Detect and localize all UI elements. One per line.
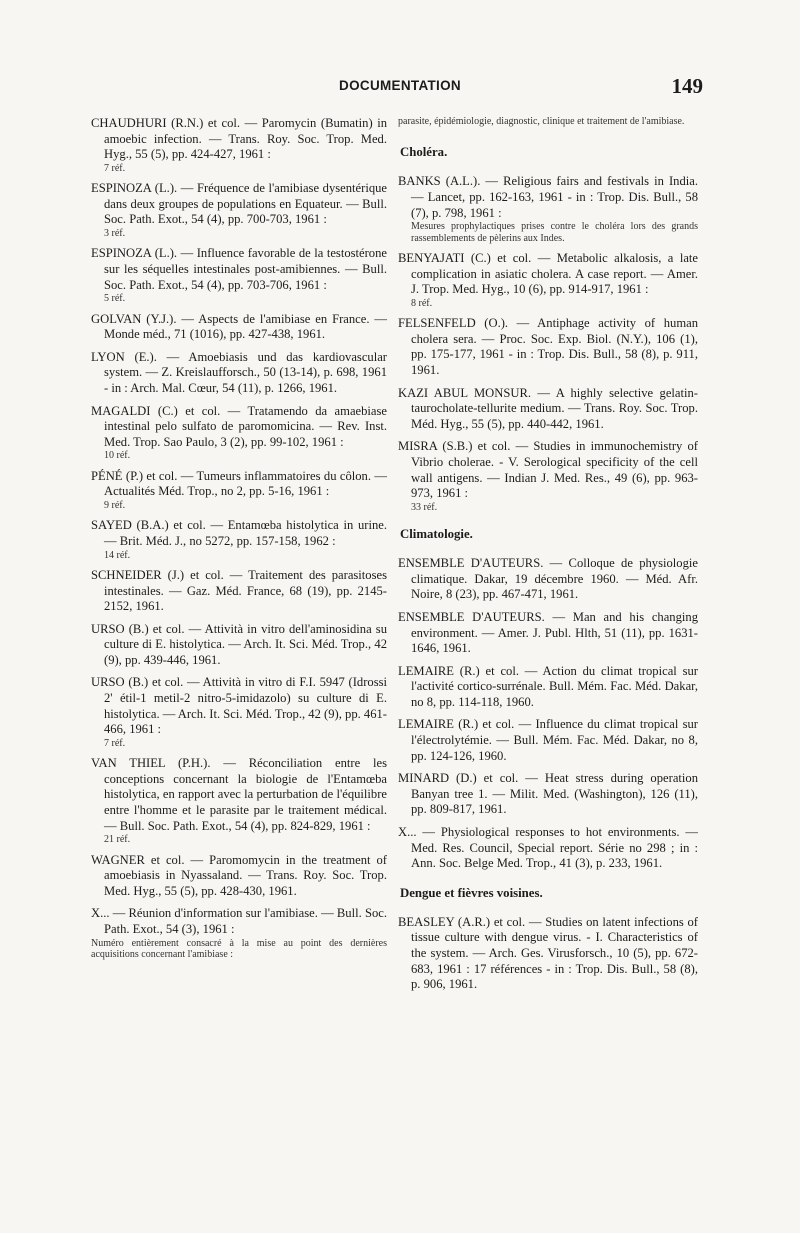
citation: CHAUDHURI (R.N.) et col. — Paromycin (Bumatin) in amoebic infection. — Trans. Roy. Soc. Trop. Med. Hyg., 55 (5), pp. 424-427, 1961 : — [91, 116, 387, 162]
citation: MINARD (D.) et col. — Heat stress during operation Banyan tree 1. — Milit. Med. (Washington), 126 (11), pp. 809-817, 1961. — [398, 771, 698, 817]
reference-entry — [398, 174, 698, 244]
reference-note: 14 réf. — [104, 549, 131, 561]
reference-note: 3 réf. — [104, 227, 126, 239]
reference-entry — [398, 439, 698, 513]
section-heading-cholera: Choléra. — [400, 145, 448, 160]
reference-entry — [398, 915, 698, 993]
citation: BEASLEY (A.R.) et col. — Studies on latent infections of tissue culture with dengue virus. - I. Characteristics of the system. — Arch. Ges. Virusforsch., 10 (5), pp. 672-683, 1961 : 17 références - in : Trop. Dis. Bull., 58 (8), p. 906, 1961. — [398, 914, 698, 992]
reference-entry — [91, 350, 387, 397]
reference-entry — [91, 518, 387, 561]
citation: LEMAIRE (R.) et col. — Action du climat tropical sur l'activité cortico-surrénale. Bull. Mém. Fac. Méd. Dakar, no 8, pp. 114-118, 1960. — [398, 663, 698, 709]
citation: MISRA (S.B.) et col. — Studies in immunochemistry of Vibrio cholerae. - V. Serological specificity of the cell wall antigens. — Indian J. Med. Res., 49 (6), pp. 963-973, 1961 : — [398, 439, 698, 501]
citation: LEMAIRE (R.) et col. — Influence du climat tropical sur l'électrolytémie. — Bull. Mém. Fac. Méd. Dakar, no 8, pp. 124-126, 1960. — [398, 717, 698, 763]
reference-entry — [398, 664, 698, 711]
citation: SCHNEIDER (J.) et col. — Traitement des parasitoses intestinales. — Gaz. Méd. France, 68 (19), pp. 2145-2152, 1961. — [91, 567, 387, 614]
citation: KAZI ABUL MONSUR. — A highly selective gelatin-taurocholate-tellurite medium. — Trans. Roy. Soc. Trop. Méd. Hyg., 55 (5), pp. 440-442, 1961. — [398, 385, 698, 431]
reference-entry — [91, 622, 387, 669]
reference-entry — [398, 771, 698, 818]
reference-entry — [398, 316, 698, 378]
section-heading-dengue: Dengue et fièvres voisines. — [400, 885, 543, 900]
continued-note: parasite, épidémiologie, diagnostic, clinique et traitement de l'amibiase. — [398, 116, 685, 127]
section-heading-climatologie: Climatologie. — [400, 527, 473, 542]
reference-entry — [398, 610, 698, 657]
reference-note: 5 réf. — [104, 293, 126, 305]
reference-note: 10 réf. — [104, 450, 131, 462]
citation: BANKS (A.L.). — Religious fairs and festivals in India. — Lancet, pp. 162-163, 1961 - in : Trop. Dis. Bull., 58 (7), p. 798, 1961 : — [398, 174, 698, 220]
reference-entry — [398, 825, 698, 872]
left-column — [91, 116, 387, 967]
reference-entry — [398, 251, 698, 309]
citation: MAGALDI (C.) et col. — Tratamendo da amaebiase intestinal pelo sulfato de paromomicina. — Rev. Inst. Med. Trop. Sao Paulo, 3 (2), pp. 99-102, 1961 : — [91, 403, 387, 449]
citation: URSO (B.) et col. — Attività in vitro dell'aminosidina su culture di E. histolytica. — Arch. It. Sci. Méd. Trop., 42 (9), pp. 439-446, 1961. — [91, 621, 387, 667]
citation: ESPINOZA (L.). — Fréquence de l'amibiase dysentérique dans deux groupes de populations en Equateur. — Bull. Soc. Path. Exot., 54 (4), pp. 700-703, 1961 : — [91, 181, 387, 227]
citation: ENSEMBLE D'AUTEURS. — Man and his changing environment. — Amer. J. Publ. Hlth, 51 (11), pp. 1631-1646, 1961. — [398, 609, 698, 656]
reference-note: 21 réf. — [104, 834, 131, 846]
reference-entry — [91, 675, 387, 749]
citation: LYON (E.). — Amoebiasis und das kardiovascular system. — Z. Kreislaufforsch., 50 (13-14), p. 698, 1961 - in : Arch. Mal. Cœur, 54 (11), p. 1266, 1961. — [91, 349, 387, 395]
reference-entry — [398, 556, 698, 603]
citation: X... — Réunion d'information sur l'amibiase. — Bull. Soc. Path. Exot., 54 (3), 1961 : — [91, 906, 387, 936]
reference-note: 8 réf. — [411, 297, 433, 309]
citation: ENSEMBLE D'AUTEURS. — Colloque de physiologie climatique. Dakar, 19 décembre 1960. — Méd. Afr. Noire, 8 (23), pp. 467-471, 1961. — [398, 556, 698, 602]
reference-note: 7 réf. — [104, 737, 126, 749]
reference-entry — [91, 756, 387, 845]
citation: WAGNER et col. — Paromomycin in the treatment of amoebiasis in Nyassaland. — Trans. Roy. Soc. Trop. Med. Hyg., 55 (5), pp. 428-430, 1961. — [91, 852, 387, 898]
reference-note: 9 réf. — [104, 499, 126, 511]
reference-note: Mesures prophylactiques prises contre le choléra lors des grands rassemblements de pèlerins aux Indes. — [411, 221, 698, 244]
right-column — [398, 116, 698, 1000]
citation: GOLVAN (Y.J.). — Aspects de l'amibiase en France. — Monde méd., 71 (1016), pp. 427-438, 1961. — [91, 311, 387, 342]
citation: URSO (B.) et col. — Attività in vitro di F.I. 5947 (Idrossi 2' étil-1 metil-2 nitro-5-imidazolo) su culture di E. histolytica. — Arch. It. Sci. Méd. Trop., 42 (9), pp. 461-466, 1961 : — [91, 675, 387, 737]
reference-entry — [398, 717, 698, 764]
page-header — [0, 74, 800, 98]
citation: VAN THIEL (P.H.). — Réconciliation entre les conceptions concernant la biologie de l'Entamœba histolytica, en rapport avec la perturbation de l'équilibre entre l'homme et le parasite par le traitement médical. — Bull. Soc. Path. Exot., 54 (4), pp. 824-829, 1961 : — [91, 756, 387, 833]
running-head: DOCUMENTATION — [339, 78, 461, 93]
citation: ESPINOZA (L.). — Influence favorable de la testostérone sur les séquelles intestinales post-amibiennes. — Bull. Soc. Path. Exot., 54 (4), pp. 703-706, 1961 : — [91, 246, 387, 292]
reference-entry — [91, 246, 387, 304]
reference-entry — [398, 386, 698, 433]
reference-note: Numéro entièrement consacré à la mise au point des dernières acquisitions concernant l'amibiase : — [91, 937, 387, 960]
citation: X... — Physiological responses to hot environments. — Med. Res. Council, Special report. Série no 298 ; in : Ann. Soc. Belge Med. Trop., 41 (3), p. 233, 1961. — [398, 825, 698, 871]
reference-entry — [91, 853, 387, 900]
reference-entry — [91, 404, 387, 462]
reference-entry — [91, 469, 387, 512]
citation: BENYAJATI (C.) et col. — Metabolic alkalosis, a late complication in asiatic cholera. A case report. — Amer. J. Trop. Med. Hyg., 10 (6), pp. 914-917, 1961 : — [398, 251, 698, 297]
reference-entry — [91, 906, 387, 960]
reference-note: 33 réf. — [411, 501, 438, 513]
reference-entry — [91, 116, 387, 174]
citation: FELSENFELD (O.). — Antiphage activity of human cholera sera. — Proc. Soc. Exp. Biol. (N.Y.), 106 (1), pp. 175-177, 1961 - in : Trop. Dis. Bull., 58 (8), p. 911, 1961. — [398, 316, 698, 377]
citation: SAYED (B.A.) et col. — Entamœba histolytica in urine. — Brit. Méd. J., no 5272, pp. 157-158, 1962 : — [91, 518, 387, 548]
reference-note: 7 réf. — [104, 162, 126, 174]
reference-entry — [91, 312, 387, 343]
reference-entry — [91, 568, 387, 615]
citation: PÉNÉ (P.) et col. — Tumeurs inflammatoires du côlon. — Actualités Méd. Trop., no 2, pp. 5-16, 1961 : — [91, 468, 387, 499]
reference-entry — [91, 181, 387, 239]
page-number: 149 — [671, 74, 703, 98]
